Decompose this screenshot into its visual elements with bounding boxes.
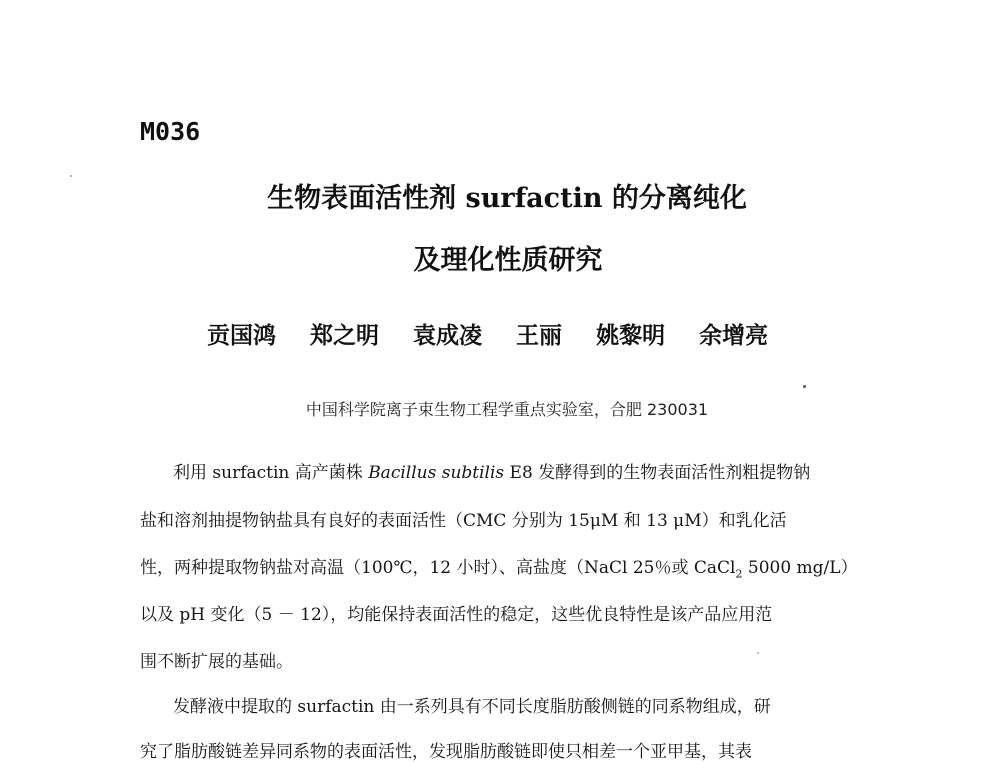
author: 王丽 (516, 323, 563, 349)
scan-speck (803, 385, 806, 388)
author: 郑之明 (310, 323, 380, 349)
text-run: 5000 mg/L） (742, 558, 858, 578)
paragraph-1-line-4: 以及 pH 变化（5 － 12），均能保持表面活性的稳定，这些优良特性是该产品应用范 (140, 605, 773, 625)
scan-speck (757, 652, 759, 654)
species-name: Bacillus subtilis (368, 463, 505, 483)
title-line-2: 及理化性质研究 (413, 245, 603, 276)
title-part: 生物表面活性剂 (267, 183, 466, 214)
paragraph-1-line-1 (173, 458, 810, 483)
abstract-code: M036 (140, 117, 201, 146)
text-run: 性，两种提取物钠盐对高温（100℃，12 小时）、高盐度（NaCl 25％或 CaCl (140, 558, 736, 578)
text-run: 利用 surfactin 高产菌株 (173, 463, 369, 483)
author: 袁成凌 (413, 323, 483, 349)
paragraph-1-line-2: 盐和溶剂抽提物钠盐具有良好的表面活性（CMC 分别为 15μM 和 13 μM）和乳化活 (140, 511, 787, 531)
paragraph-2-line-1: 发酵液中提取的 surfactin 由一系列具有不同长度脂肪酸侧链的同系物组成，研 (173, 697, 771, 717)
title-line-1 (7, 176, 1000, 215)
author: 贡国鸿 (207, 323, 276, 349)
paragraph-1-line-5: 围不断扩展的基础。 (140, 652, 293, 672)
subscript: 2 (735, 567, 743, 581)
author: 余增亮 (699, 323, 769, 349)
author-list (207, 317, 768, 350)
paragraph-2-line-2: 究了脂肪酸链差异同系物的表面活性，发现脂肪酸链即使只相差一个亚甲基，其表 (140, 742, 752, 762)
text-run: E8 发酵得到的生物表面活性剂粗提物钠 (504, 463, 811, 483)
title-part: 的分离纯化 (602, 183, 747, 214)
scan-speck (70, 175, 72, 177)
title-latin-term: surfactin (465, 183, 603, 214)
affiliation: 中国科学院离子束生物工程学重点实验室，合肥 230031 (305, 400, 709, 419)
paragraph-1-line-3 (140, 553, 858, 580)
author: 姚黎明 (596, 323, 666, 349)
